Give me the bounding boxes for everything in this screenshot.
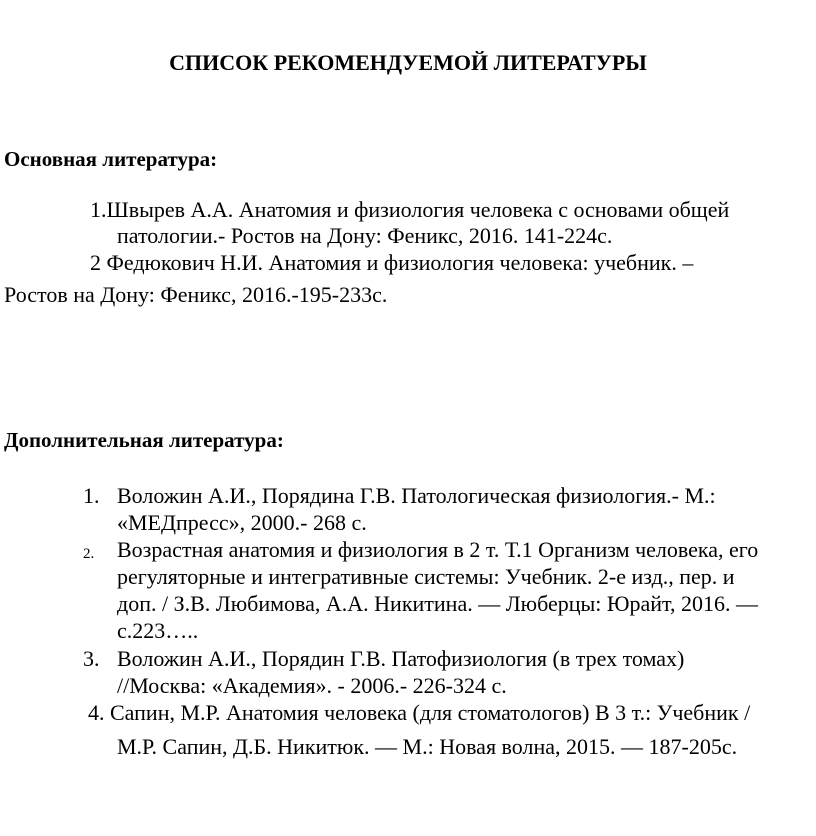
list-item-line: регуляторные и интегративные системы: Учебник. 2-е изд., пер. и xyxy=(117,564,735,589)
list-item-line: Возрастная анатомия и физиология в 2 т. Т.1 Организм человека, его xyxy=(117,537,759,562)
list-item-line: 1.Швырев А.А. Анатомия и физиология человека с основами общей xyxy=(90,197,730,222)
list-item-line: 2 Федюкович Н.И. Анатомия и физиология человека: учебник. – xyxy=(90,250,694,275)
list-item-line: «МЕДпресс», 2000.- 268 с. xyxy=(117,510,367,535)
list-item-line: //Москва: «Академия». - 2006.- 226-324 с. xyxy=(117,673,507,698)
list-item-line: Воложин А.И., Порядин Г.В. Патофизиология (в трех томах) xyxy=(117,646,685,671)
list-item-line: Воложин А.И., Порядина Г.В. Патологическая физиология.- М.: xyxy=(117,483,716,508)
list-item-line: 4. Сапин, М.Р. Анатомия человека (для стоматологов) В 3 т.: Учебник / xyxy=(88,700,751,725)
list-item-line: доп. / З.В. Любимова, А.А. Никитина. — Люберцы: Юрайт, 2016. — xyxy=(117,591,759,616)
list-item-number: 2. xyxy=(83,546,95,562)
list-item-line: Ростов на Дону: Феникс, 2016.-195-233с. xyxy=(4,282,388,307)
list-item-number: 3. xyxy=(83,646,100,671)
list-item-line: патологии.- Ростов на Дону: Феникс, 2016. 141-224с. xyxy=(117,223,613,248)
list-item-number: 1. xyxy=(83,483,100,508)
list-item-line: М.Р. Сапин, Д.Б. Никитюк. — М.: Новая волна, 2015. — 187-205с. xyxy=(117,734,738,759)
page-title: СПИСОК РЕКОМЕНДУЕМОЙ ЛИТЕРАТУРЫ xyxy=(169,50,647,75)
additional-literature-heading: Дополнительная литература: xyxy=(4,428,284,452)
main-literature-heading: Основная литература: xyxy=(4,147,218,171)
list-item-line: с.223….. xyxy=(117,618,199,643)
